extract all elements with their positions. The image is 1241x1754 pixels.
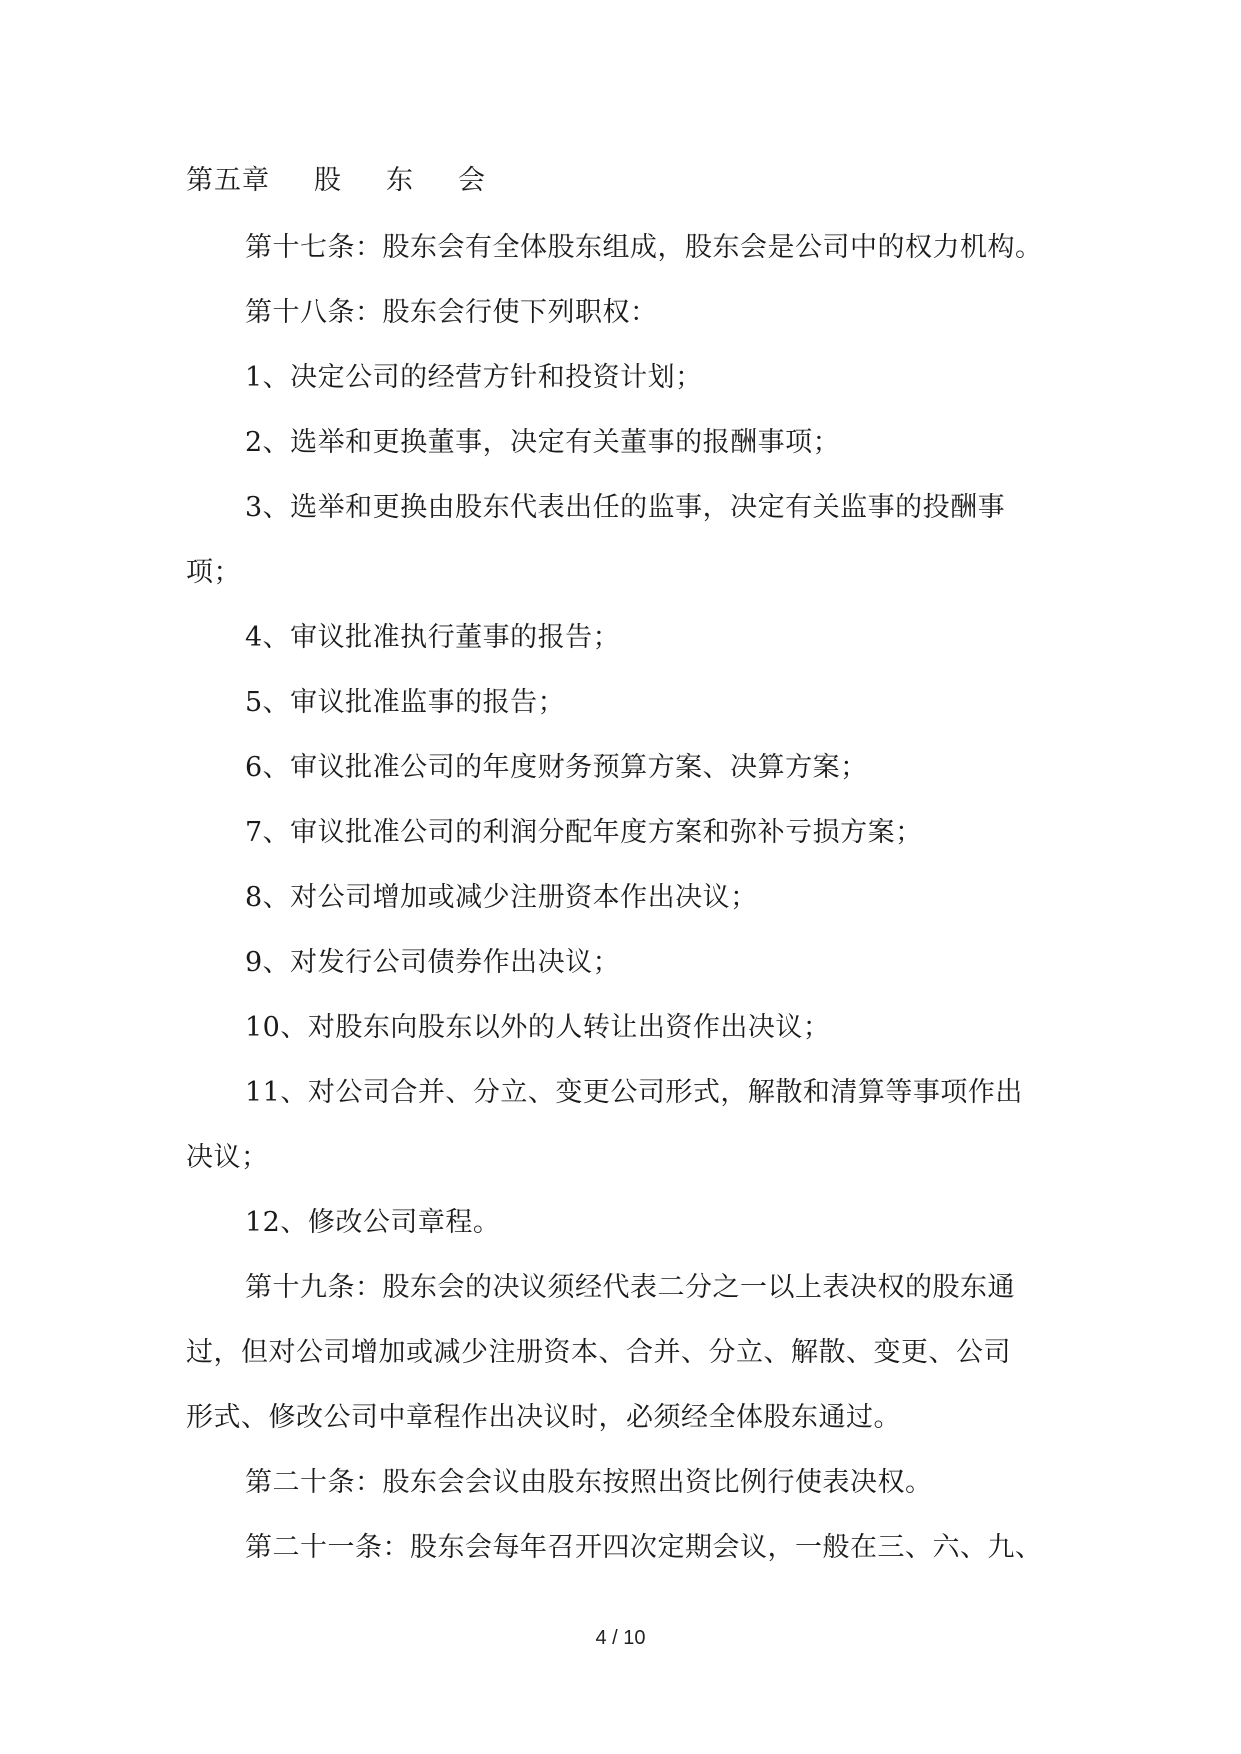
article-20: 第二十条：股东会会议由股东按照出资比例行使表决权。 <box>245 1467 933 1498</box>
list-item-continuation: 项； <box>186 557 241 588</box>
article-18: 第十八条：股东会行使下列职权： <box>245 297 658 328</box>
chapter-title-char: 会 <box>458 165 486 196</box>
article-19: 第十九条：股东会的决议须经代表二分之一以上表决权的股东通 <box>245 1272 1015 1303</box>
list-item: 8、对公司增加或减少注册资本作出决议； <box>245 882 758 913</box>
list-item: 2、选举和更换董事，决定有关董事的报酬事项； <box>245 427 841 458</box>
page-number: 4 / 10 <box>595 1627 646 1649</box>
article-17: 第十七条：股东会有全体股东组成，股东会是公司中的权力机构。 <box>245 232 1043 263</box>
list-item-continuation: 决议； <box>186 1142 269 1173</box>
chapter-number: 第五章 <box>186 165 270 196</box>
article-19-continuation: 形式、修改公司中章程作出决议时，必须经全体股东通过。 <box>186 1402 901 1433</box>
list-item: 1、决定公司的经营方针和投资计划； <box>245 362 703 393</box>
list-item: 10、对股东向股东以外的人转让出资作出决议； <box>245 1012 831 1043</box>
list-item: 4、审议批准执行董事的报告； <box>245 622 621 653</box>
chapter-heading <box>186 161 486 201</box>
list-item: 5、审议批准监事的报告； <box>245 687 566 718</box>
chapter-title-char: 股 <box>314 165 342 196</box>
list-item: 3、选举和更换由股东代表出任的监事，决定有关监事的投酬事 <box>245 492 1006 523</box>
list-item: 12、修改公司章程。 <box>245 1207 501 1238</box>
list-item: 9、对发行公司债券作出决议； <box>245 947 621 978</box>
list-item: 7、审议批准公司的利润分配年度方案和弥补亏损方案； <box>245 817 923 848</box>
article-19-continuation: 过，但对公司增加或减少注册资本、合并、分立、解散、变更、公司 <box>186 1337 1011 1368</box>
list-item: 11、对公司合并、分立、变更公司形式，解散和清算等事项作出 <box>245 1077 1023 1108</box>
list-item: 6、审议批准公司的年度财务预算方案、决算方案； <box>245 752 868 783</box>
article-21: 第二十一条：股东会每年召开四次定期会议，一般在三、六、九、 <box>245 1532 1043 1563</box>
chapter-title-char: 东 <box>386 165 414 196</box>
